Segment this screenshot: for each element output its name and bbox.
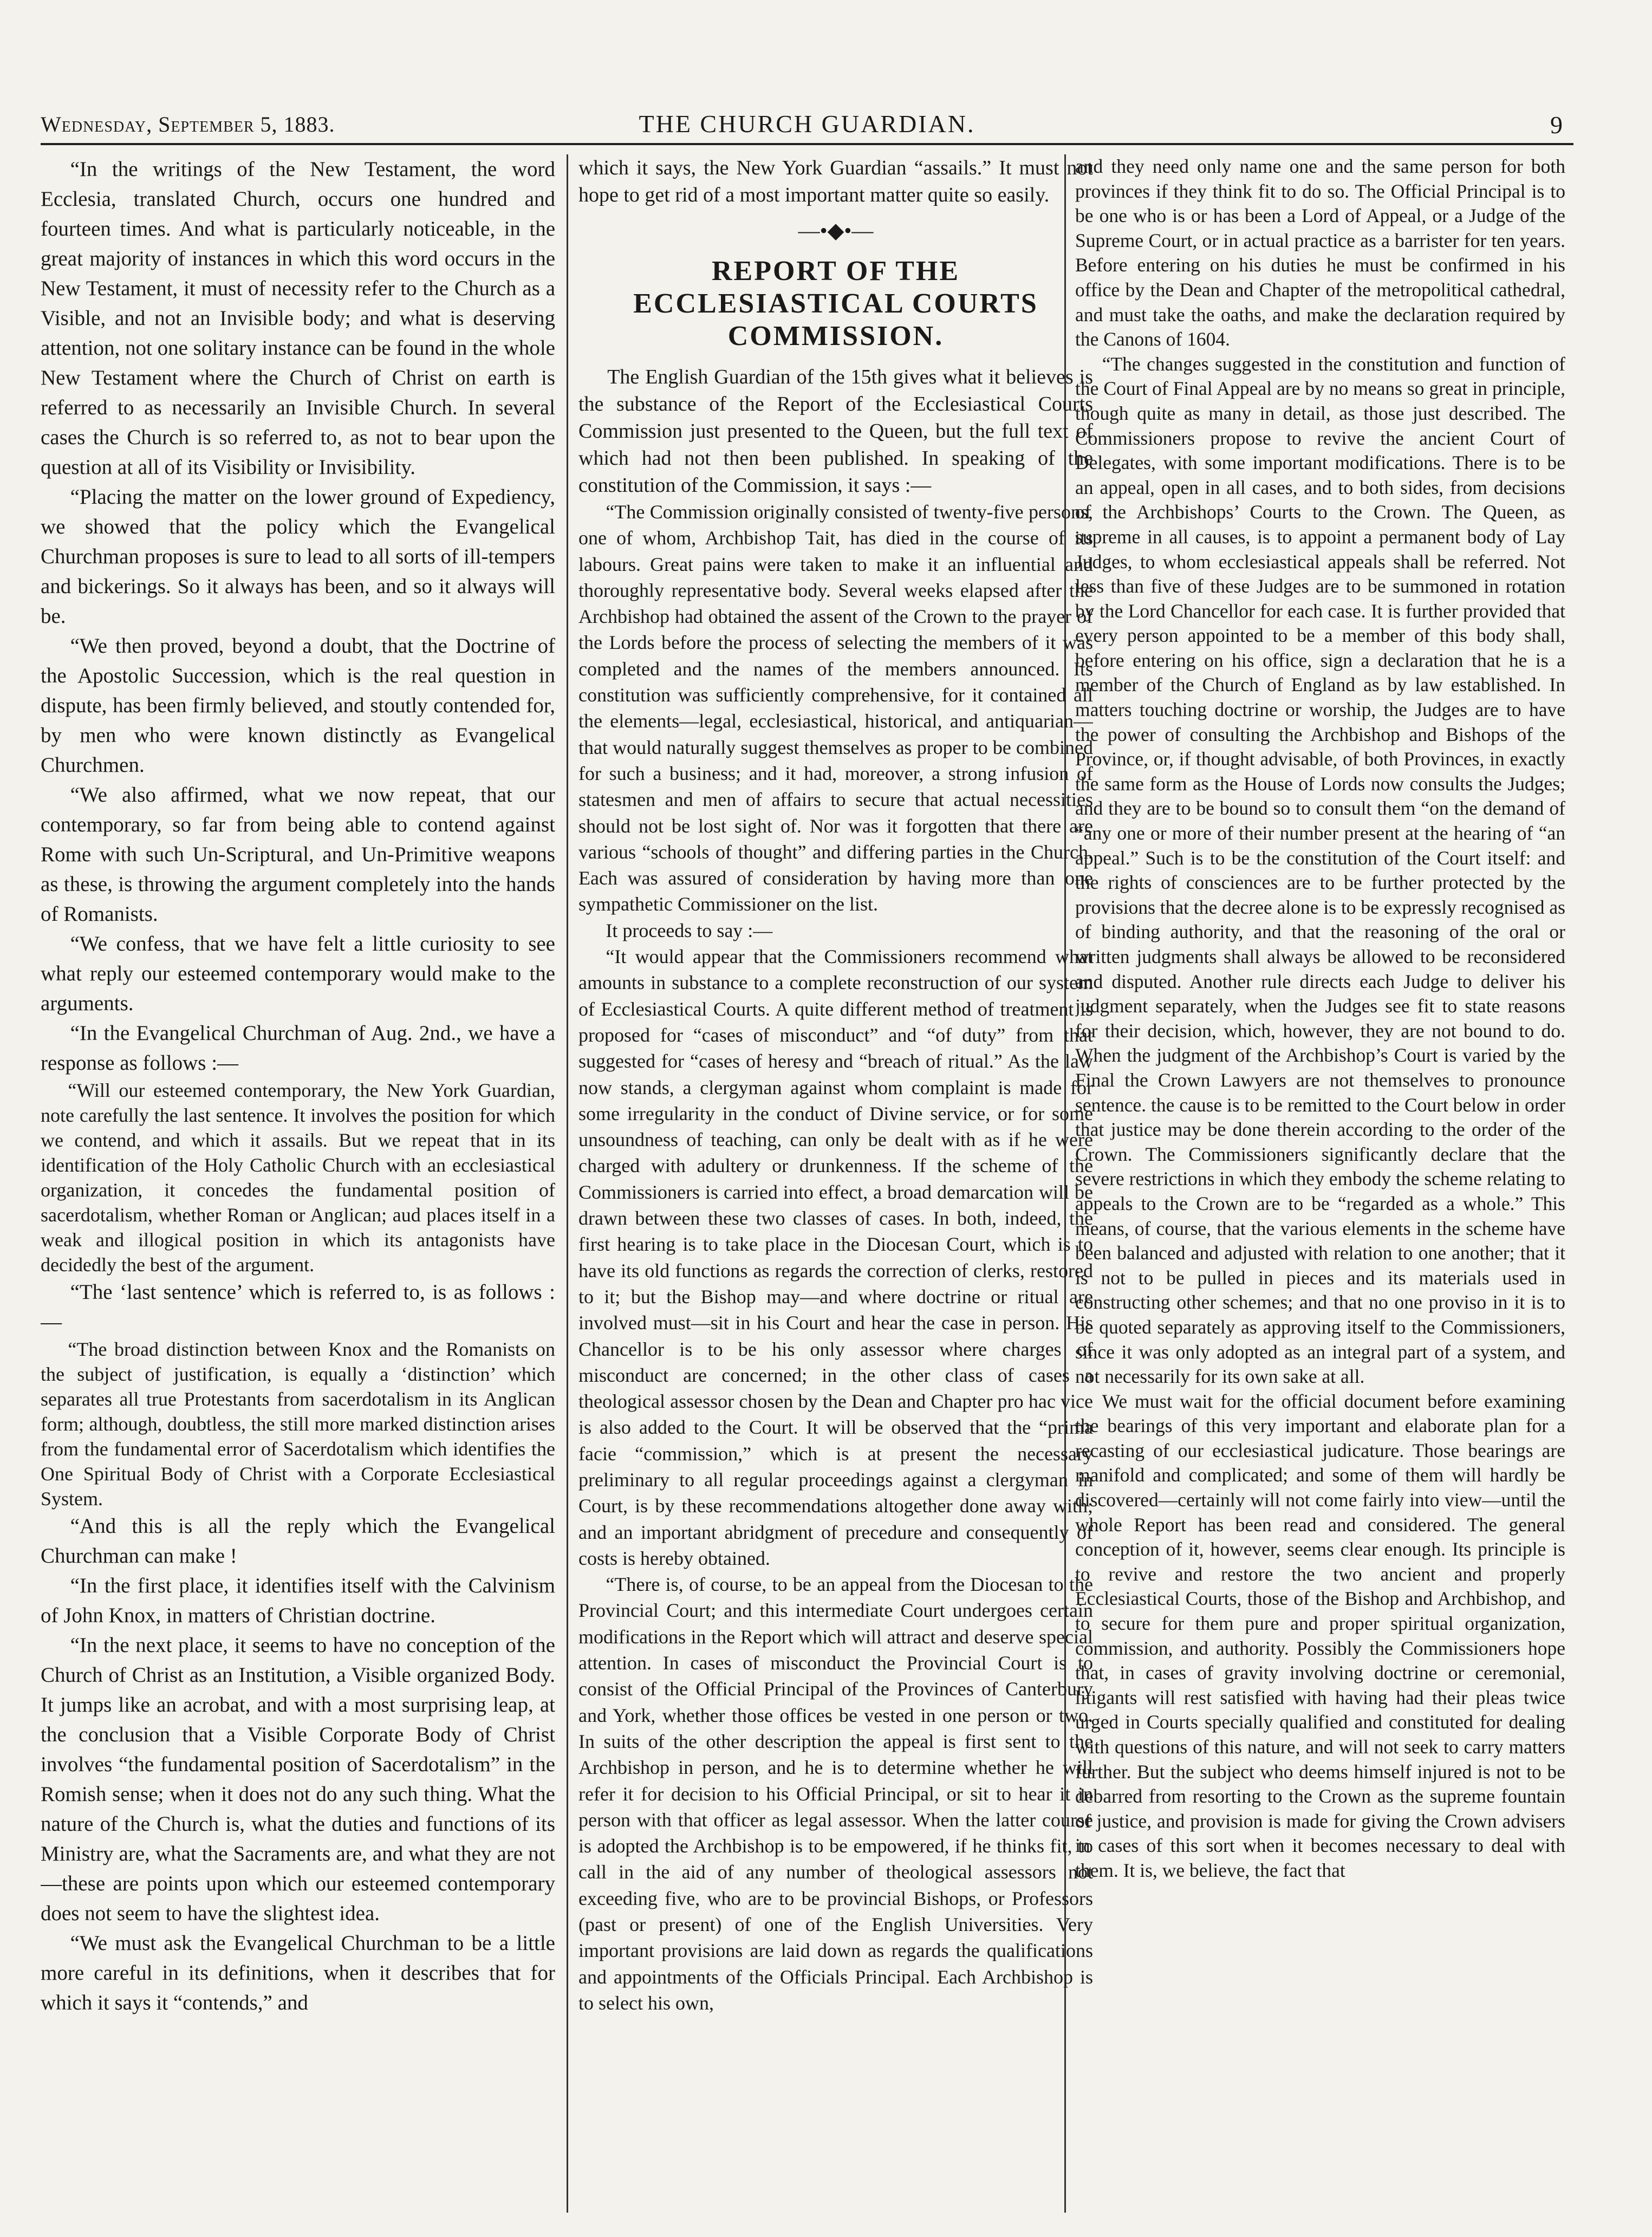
section-ornament: —•◆•—: [798, 218, 874, 243]
issue-date: Wednesday, September 5, 1883.: [41, 112, 335, 136]
paragraph: and they need only name one and the same person for both provinces if they think fit to do so. The Official Principal is to be one who is or has been a Lord of Appeal, or a Judge of the Supreme Court, or in actual practice as a barrister for ten years. Before entering on his duties he must be confirmed in his office by the Dean and Chapter of the metropolitical cathedral, and must take the oaths, and make the declaration required by the Canons of 1604.: [1075, 155, 1565, 350]
masthead: [41, 108, 1573, 142]
quoted-paragraph: “The broad distinction between Knox and the Romanists on the subject of justification, is equally a ‘distinction’ which separates all true Protestants from sacerdotalism in its Anglican form; although, doubtless, the still more marked distinction arises from the fundamental error of Sacerdotalism which identifies the One Spiritual Body of Christ with a Corporate Ecclesiastical System.: [41, 1338, 555, 1510]
paragraph: “The Commission originally consisted of twenty-five persons, one of whom, Archbishop Tait, has died in the course of its labours. Great pains were taken to make it an influential and thoroughly representative body. Several weeks elapsed after the Archbishop had obtained the assent of the Crown to the prayer of the Lords before the process of selecting the members of it was completed and the names of the members announced. Its constitution was sufficiently comprehensive, for it contained all the elements—legal, ecclesiastical, historical, and antiquarian—that would naturally suggest themselves as proper to be combined for such a business; and it had, moreover, a strong infusion of statesmen and men of affairs to secure that actual necessities should not be lost sight of. Nor was it forgotten that there are various “schools of thought” and differing parties in the Church. Each was assured of consideration by having more than one sympathetic Commissioner on the list.: [578, 501, 1093, 915]
paragraph: “We also affirmed, what we now repeat, that our contemporary, so far from being able to contend against Rome with such Un-Scriptural, and Un-Primitive weapons as these, is throwing the argument completely into the hands of Romanists.: [41, 783, 555, 926]
paragraph: “We must ask the Evangelical Churchman to be a little more careful in its definitions, when it describes that for which it says it “contends,” and: [41, 1932, 555, 2014]
paragraph: “The changes suggested in the constitution and function of the Court of Final Appeal are by no means so great in principle, though quite as many in detail, as those just described. The Commissioners propose to revive the ancient Court of Delegates, with some important modifications. There is to be an appeal, open in all cases, and to both sides, from decisions of the Archbishops’ Courts to the Crown. The Queen, as supreme in all causes, is to appoint a permanent body of Lay Judges, to whom ecclesiastical appeals shall be referred. Not less than five of these Judges are to be summoned in rotation by the Lord Chancellor for each case. It is further provided that every person appointed to be a member of this body shall, before entering on his office, sign a declaration that he is a member of the Church of England as by law established. In matters touching doctrine or worship, the Judges are to have the power of consulting the Archbishop and Bishops of the Province, or, if thought advisable, of both Provinces, in exactly the same form as the House of Lords now consults the Judges; and they are to be bound so to consult them “on the demand of “any one or more of their number present at the hearing of “an appeal.” Such is to be the constitution of the Court itself: and the rights of consciences are to be further protected by the provisions that the decree alone is to be expressly recognised as of binding authority, and that the reasoning of the oral or written judgments shall always be allowed to be reconsidered and disputed. Another rule directs each Judge to deliver his judgment separately, when the Judges see fit to state reasons for their decision, which, however, they are not bound to do. When the judgment of the Archbishop’s Court is varied by the Final the Crown Lawyers are not themselves to pronounce sentence. the cause is to be remitted to the Court below in order that justice may be done therein according to the order of the Crown. The Commissioners significantly declare that the severe restrictions in which they embody the scheme relating to appeals to the Crown are to be “regarded as a whole.” This means, of course, that the various elements in the scheme have been balanced and adjusted with relation to one another; that it is not to be pulled in pieces and its materials used in constructing other schemes; and that no one proviso in it is to be quoted separately as approving itself to the Commissioners, since it was only adopted as an integral part of a system, and not necessarily for its own sake at all.: [1075, 353, 1565, 1388]
quoted-paragraph: “Will our esteemed contemporary, the New York Guardian, note carefully the last sentence. It involves the position for which we contend, and which it assails. But we repeat that in its identification of the Holy Catholic Church with an ecclesiastical organization, it concedes the fundamental position of sacerdotalism, whether Roman or Anglican; aud places itself in a weak and illogical position in which its antagonists have decidedly the best of the argument.: [41, 1080, 555, 1276]
page-number: 9: [1550, 111, 1563, 139]
paragraph: “In the Evangelical Churchman of Aug. 2nd., we have a response as follows :—: [41, 1022, 555, 1075]
column-divider: [567, 154, 568, 2213]
paragraph: We must wait for the official document before examining the bearings of this very important and elaborate plan for a recasting of our ecclesiastical judicature. Those bearings are manifold and complicated; and some of them will hardly be discovered—certainly will not come fairly into view—until the whole Report has been read and considered. The general conception of it, however, seems clear enough. Its principle is to revive and restore the two ancient and properly Ecclesiastical Courts, those of the Bishop and Archbishop, and to secure for them pure and proper spiritual organization, commission, and authority. Possibly the Commissioners hope that, in cases of gravity involving doctrine or ceremonial, litigants will rest satisfied with having had their pleas twice urged in Courts specially qualified and constituted for dealing with questions of this nature, and will not seek to carry matters further. But the subject who deems himself injured is not to be debarred from resorting to the Crown as the supreme fountain of justice, and provision is made for giving the Crown advisers in cases of this sort when it becomes necessary to deal with them. It is, we believe, the fact that: [1075, 1390, 1565, 1881]
paragraph: “Placing the matter on the lower ground of Expediency, we showed that the policy which the Evangelical Churchman proposes is sure to lead to all sorts of ill-tempers and bickerings. So it always has been, and so it always will be.: [41, 485, 555, 628]
column-3: [1075, 154, 1565, 2213]
paragraph: “And this is all the reply which the Evangelical Churchman can make !: [41, 1514, 555, 1568]
paragraph: “In the next place, it seems to have no conception of the Church of Christ as an Institution, a Visible organized Body. It jumps like an acrobat, and with a most surprising leap, at the conclusion that a Visible Corporate Body of Christ involves “the fundamental position of Sacerdotalism” in the Romish sense; when it does not do any such thing. What the nature of the Church is, what the duties and functions of its Ministry are, what the Sacraments are, and what they are not—these are points upon which our esteemed contemporary does not seem to have the slightest idea.: [41, 1634, 555, 1925]
paragraph: It proceeds to say :—: [606, 919, 773, 941]
column-2: [578, 154, 1093, 2213]
masthead-rule: [41, 143, 1573, 145]
paragraph: “There is, of course, to be an appeal from the Diocesan to the Provincial Court; and this intermediate Court undergoes certain modifications in the Report which will attract and deserve special attention. In cases of misconduct the Provincial Court is to consist of the Official Principal of the Provinces of Canterbury and York, whether those offices be vested in one person or two. In suits of the other description the appeal is first sent to the Archbishop in person, and he is to determine whether he will refer it for decision to his Official Principal, or sit to hear it in person with that officer as legal assessor. When the latter course is adopted the Archbishop is to be empowered, if he thinks fit, to call in the aid of any number of theological assessors not exceeding five, who are to be provincial Bishops, or Professors (past or present) of one of the English Universities. Very important provisions are laid down as regards the qualifications and appointments of the Officials Principal. Each Archbishop is to select his own,: [578, 1573, 1093, 2014]
newspaper-title: THE CHURCH GUARDIAN.: [639, 110, 975, 138]
paragraph: “In the first place, it identifies itself with the Calvinism of John Knox, in matters of Christian doctrine.: [41, 1574, 555, 1627]
paragraph: which it says, the New York Guardian “assails.” It must not hope to get rid of a most important matter quite so easily.: [578, 157, 1093, 206]
paragraph: “We then proved, beyond a doubt, that the Doctrine of the Apostolic Succession, which is the real question in dispute, has been firmly believed, and stoutly contended for, by men who were known distinctly as Evangelical Churchmen.: [41, 634, 555, 777]
paragraph: “It would appear that the Commissioners recommend what amounts in substance to a complete reconstruction of our system of Ecclesiastical Courts. A quite different method of treatment is proposed for “cases of misconduct” and “of duty” from that suggested for “cases of heresy and “breach of ritual.” As the law now stands, a clergyman against whom complaint is made for some irregularity in the conduct of Divine service, or for some unsoundness of teaching, can only be dealt with as if he were charged with adultery or drunkenness. If the scheme of the Commissioners is carried into effect, a broad demarcation will be drawn between these two classes of cases. In both, indeed, the first hearing is to take place in the Diocesan Court, which is to have its old functions as regards the correction of clerks, restored to it; but the Bishop may—and where doctrine or ritual are involved must—sit in his Court and hear the case in person. His Chancellor is to be his only assessor where charges of misconduct are concerned; in the other class of cases a theological assessor chosen by the Dean and Chapter pro hac vice is also added to the Court. It will be observed that the “prima facie “commission,” which is at present the necessary preliminary to all regular proceedings against a clergyman in Court, is by these recommendations altogether done away with; and an important abridgment of precedure and consequently of costs is hereby obtained.: [578, 946, 1093, 1569]
paragraph: “We confess, that we have felt a little curiosity to see what reply our esteemed contemporary would make to the arguments.: [41, 932, 555, 1015]
paragraph: “The ‘last sentence’ which is referred to, is as follows :—: [41, 1280, 555, 1334]
paragraph: The English Guardian of the 15th gives what it believes is the substance of the Report of the Ecclesiastical Courts Commission just presented to the Queen, but the full text of which had not then been published. In speaking of the constitution of the Commission, it says :—: [578, 366, 1093, 497]
column-1: [41, 154, 555, 2213]
paragraph: “In the writings of the New Testament, the word Ecclesia, translated Church, occurs one hundred and fourteen times. And what is particularly noticeable, in the great majority of instances in which this word occurs in the New Testament, it must of necessity refer to the Church as a Visible, and not an Invisible body; and what is deserving attention, not one solitary instance can be found in the whole New Testament where the Church of Christ on earth is referred to as necessarily an Invisible Church. In several cases the Church is so referred to, as not to bear upon the question at all of its Visibility or Invisibility.: [41, 158, 555, 479]
section-heading: REPORT OF THE ECCLESIASTICAL COURTS COMMISSION.: [633, 256, 1038, 352]
